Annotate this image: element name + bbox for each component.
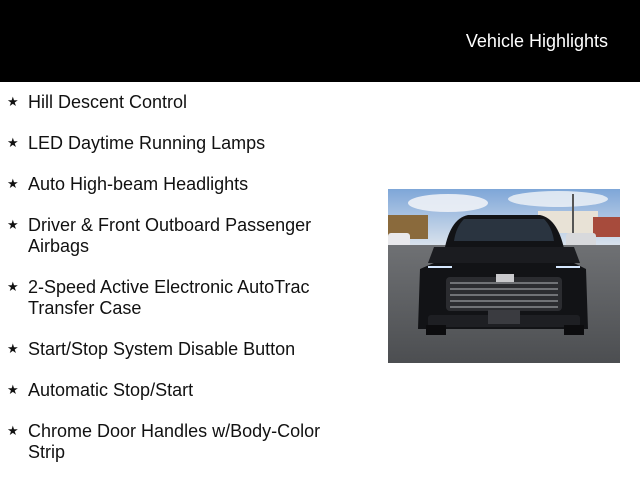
star-icon: ★: [7, 341, 19, 356]
feature-label: Auto High-beam Headlights: [28, 174, 249, 194]
feature-item: [0, 421, 360, 463]
feature-label: Chrome Door Handles w/Body-Color Strip: [28, 421, 321, 462]
feature-label: Driver & Front Outboard Passenger Airbags: [28, 215, 312, 256]
star-icon: ★: [7, 135, 19, 150]
star-icon: ★: [7, 382, 19, 397]
feature-label: 2-Speed Active Electronic AutoTrac Transfer Case: [28, 277, 310, 318]
feature-list: [0, 92, 360, 483]
feature-label: Start/Stop System Disable Button: [28, 339, 296, 359]
feature-item: [0, 277, 360, 319]
star-icon: ★: [7, 176, 19, 191]
feature-item: [0, 215, 360, 257]
star-icon: ★: [7, 217, 19, 232]
feature-label: LED Daytime Running Lamps: [28, 133, 266, 153]
feature-item: [0, 380, 360, 401]
star-icon: ★: [7, 423, 19, 438]
page-title: Vehicle Highlights: [465, 31, 608, 51]
header-bar: [0, 0, 640, 82]
feature-label: Automatic Stop/Start: [28, 380, 194, 400]
vehicle-photo: [388, 189, 620, 363]
feature-item: [0, 133, 360, 154]
feature-label: Hill Descent Control: [28, 92, 188, 112]
feature-item: [0, 339, 360, 360]
feature-item: [0, 92, 360, 113]
feature-item: [0, 174, 360, 195]
star-icon: ★: [7, 279, 19, 294]
star-icon: ★: [7, 94, 19, 109]
